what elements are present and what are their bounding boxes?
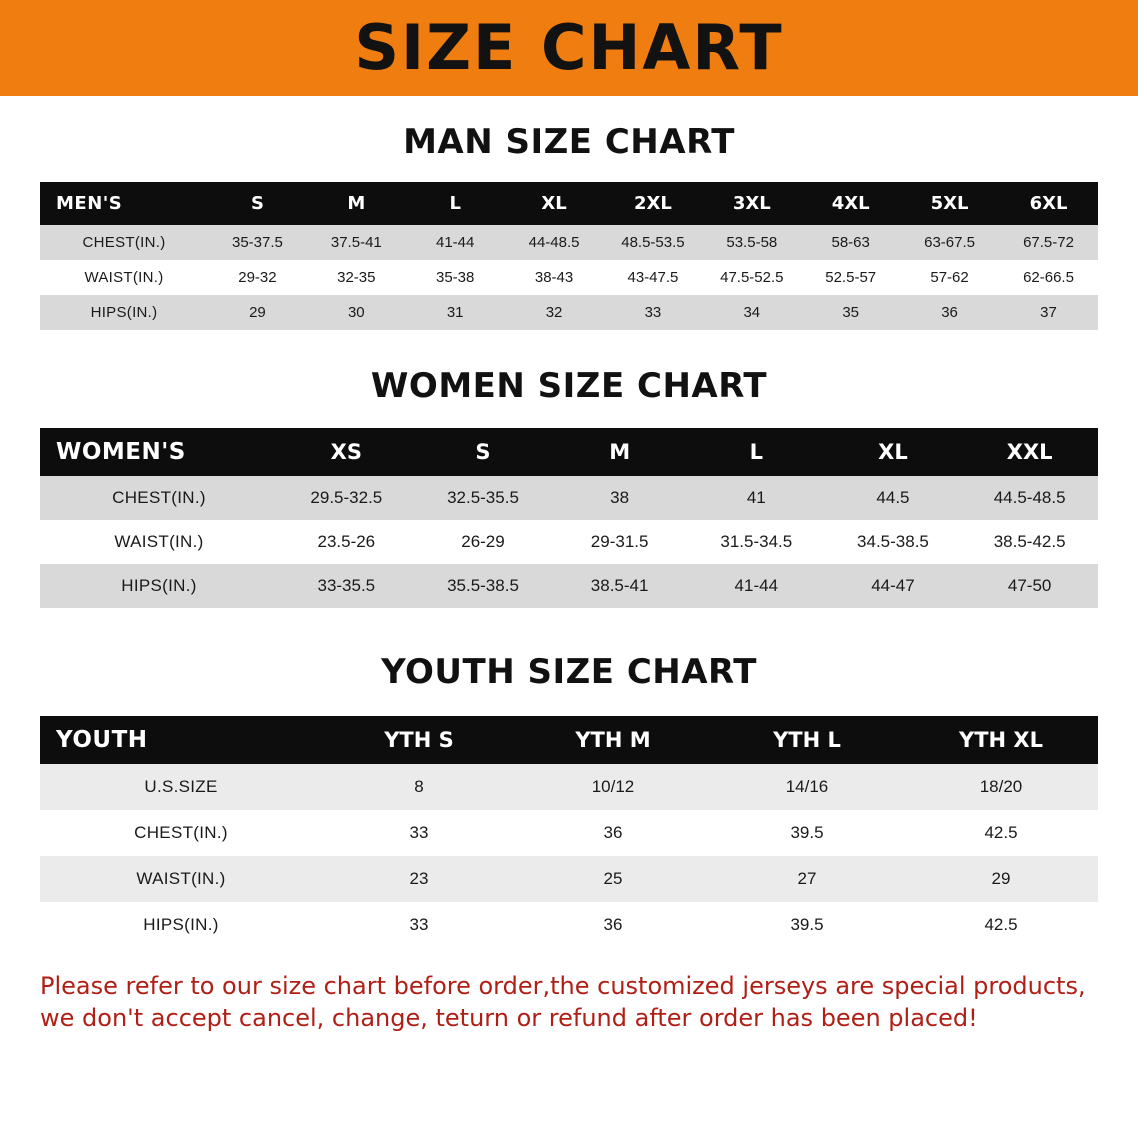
youth-row2-cell4: 29 — [904, 856, 1098, 902]
man-row2-cell5: 33 — [604, 295, 703, 330]
man-table-body — [40, 225, 1098, 330]
table-row — [40, 520, 1098, 564]
man-table-head — [40, 182, 1098, 225]
women-row0-cell6: 44.5-48.5 — [961, 476, 1098, 520]
table-row — [40, 810, 1098, 856]
women-row2-cell2: 35.5-38.5 — [415, 564, 552, 608]
youth-row0-cell3: 14/16 — [710, 764, 904, 810]
women-row2-cell0: HIPS(IN.) — [40, 564, 278, 608]
man-header-cell-7: 4XL — [801, 182, 900, 225]
man-row1-cell5: 43-47.5 — [604, 260, 703, 295]
youth-row3-cell0: HIPS(IN.) — [40, 902, 322, 948]
youth-row0-cell2: 10/12 — [516, 764, 710, 810]
youth-row1-cell0: CHEST(IN.) — [40, 810, 322, 856]
youth-row2-cell2: 25 — [516, 856, 710, 902]
man-row2-cell6: 34 — [702, 295, 801, 330]
youth-header-cell-4: YTH XL — [904, 716, 1098, 764]
table-header-row — [40, 428, 1098, 476]
man-header-cell-8: 5XL — [900, 182, 999, 225]
women-row0-cell3: 38 — [551, 476, 688, 520]
man-header-cell-9: 6XL — [999, 182, 1098, 225]
youth-header-cell-2: YTH M — [516, 716, 710, 764]
man-row2-cell9: 37 — [999, 295, 1098, 330]
women-row1-cell1: 23.5-26 — [278, 520, 415, 564]
women-header-cell-2: S — [415, 428, 552, 476]
man-row2-cell1: 29 — [208, 295, 307, 330]
women-row0-cell4: 41 — [688, 476, 825, 520]
man-header-cell-5: 2XL — [604, 182, 703, 225]
women-row1-cell5: 34.5-38.5 — [825, 520, 962, 564]
women-row0-cell2: 32.5-35.5 — [415, 476, 552, 520]
women-row1-cell2: 26-29 — [415, 520, 552, 564]
women-row0-cell0: CHEST(IN.) — [40, 476, 278, 520]
women-row2-cell1: 33-35.5 — [278, 564, 415, 608]
youth-row1-cell3: 39.5 — [710, 810, 904, 856]
youth-row0-cell0: U.S.SIZE — [40, 764, 322, 810]
women-row2-cell5: 44-47 — [825, 564, 962, 608]
disclaimer-note — [40, 970, 1098, 1035]
women-row1-cell4: 31.5-34.5 — [688, 520, 825, 564]
page-title: SIZE CHART — [354, 11, 784, 84]
man-section-title: MAN SIZE CHART — [403, 122, 735, 162]
youth-row2-cell3: 27 — [710, 856, 904, 902]
youth-row2-cell1: 23 — [322, 856, 516, 902]
women-row1-cell3: 29-31.5 — [551, 520, 688, 564]
youth-row0-cell1: 8 — [322, 764, 516, 810]
man-row0-cell2: 37.5-41 — [307, 225, 406, 260]
women-row0-cell5: 44.5 — [825, 476, 962, 520]
youth-row3-cell1: 33 — [322, 902, 516, 948]
man-row0-cell3: 41-44 — [406, 225, 505, 260]
women-table-body — [40, 476, 1098, 608]
women-size-table — [40, 428, 1098, 608]
youth-row3-cell4: 42.5 — [904, 902, 1098, 948]
man-table-wrap — [0, 182, 1138, 330]
youth-header-cell-1: YTH S — [322, 716, 516, 764]
table-row — [40, 902, 1098, 948]
table-header-row — [40, 716, 1098, 764]
youth-header-cell-3: YTH L — [710, 716, 904, 764]
table-row — [40, 225, 1098, 260]
man-row0-cell9: 67.5-72 — [999, 225, 1098, 260]
women-row2-cell6: 47-50 — [961, 564, 1098, 608]
youth-row3-cell2: 36 — [516, 902, 710, 948]
women-header-cell-5: XL — [825, 428, 962, 476]
women-header-cell-6: XXL — [961, 428, 1098, 476]
man-row0-cell5: 48.5-53.5 — [604, 225, 703, 260]
women-row1-cell0: WAIST(IN.) — [40, 520, 278, 564]
youth-size-table — [40, 716, 1098, 948]
women-header-cell-4: L — [688, 428, 825, 476]
disclaimer-line-2: we don't accept cancel, change, teturn or refund after order has been placed! — [40, 1004, 978, 1033]
man-header-cell-1: S — [208, 182, 307, 225]
women-header-cell-3: M — [551, 428, 688, 476]
man-header-cell-2: M — [307, 182, 406, 225]
man-row0-cell0: CHEST(IN.) — [40, 225, 208, 260]
women-row1-cell6: 38.5-42.5 — [961, 520, 1098, 564]
man-row2-cell0: HIPS(IN.) — [40, 295, 208, 330]
man-row1-cell6: 47.5-52.5 — [702, 260, 801, 295]
man-header-cell-4: XL — [505, 182, 604, 225]
man-row1-cell0: WAIST(IN.) — [40, 260, 208, 295]
youth-row3-cell3: 39.5 — [710, 902, 904, 948]
women-header-cell-1: XS — [278, 428, 415, 476]
youth-row1-cell1: 33 — [322, 810, 516, 856]
table-header-row — [40, 182, 1098, 225]
man-header-cell-0: MEN'S — [40, 182, 208, 225]
women-table-wrap — [0, 428, 1138, 608]
man-row2-cell7: 35 — [801, 295, 900, 330]
man-header-cell-3: L — [406, 182, 505, 225]
man-size-table — [40, 182, 1098, 330]
man-row0-cell6: 53.5-58 — [702, 225, 801, 260]
man-row0-cell8: 63-67.5 — [900, 225, 999, 260]
youth-row1-cell2: 36 — [516, 810, 710, 856]
women-row2-cell4: 41-44 — [688, 564, 825, 608]
table-row — [40, 764, 1098, 810]
women-table-head — [40, 428, 1098, 476]
man-row2-cell8: 36 — [900, 295, 999, 330]
man-row2-cell4: 32 — [505, 295, 604, 330]
youth-row1-cell4: 42.5 — [904, 810, 1098, 856]
man-row1-cell3: 35-38 — [406, 260, 505, 295]
youth-table-head — [40, 716, 1098, 764]
table-row — [40, 476, 1098, 520]
women-section-title: WOMEN SIZE CHART — [370, 366, 768, 406]
man-header-cell-6: 3XL — [702, 182, 801, 225]
man-row0-cell4: 44-48.5 — [505, 225, 604, 260]
disclaimer-line-1: Please refer to our size chart before order,the customized jerseys are special products, — [40, 972, 1086, 1000]
man-row1-cell1: 29-32 — [208, 260, 307, 295]
man-row2-cell3: 31 — [406, 295, 505, 330]
page-banner — [0, 0, 1138, 96]
man-row0-cell1: 35-37.5 — [208, 225, 307, 260]
women-row2-cell3: 38.5-41 — [551, 564, 688, 608]
table-row — [40, 564, 1098, 608]
man-row1-cell9: 62-66.5 — [999, 260, 1098, 295]
man-row1-cell7: 52.5-57 — [801, 260, 900, 295]
youth-table-wrap — [0, 716, 1138, 948]
youth-table-body — [40, 764, 1098, 948]
youth-header-cell-0: YOUTH — [40, 716, 322, 764]
youth-row0-cell4: 18/20 — [904, 764, 1098, 810]
man-row0-cell7: 58-63 — [801, 225, 900, 260]
man-row1-cell2: 32-35 — [307, 260, 406, 295]
table-row — [40, 856, 1098, 902]
women-row0-cell1: 29.5-32.5 — [278, 476, 415, 520]
table-row — [40, 295, 1098, 330]
youth-section-title: YOUTH SIZE CHART — [381, 652, 757, 692]
table-row — [40, 260, 1098, 295]
man-row2-cell2: 30 — [307, 295, 406, 330]
women-header-cell-0: WOMEN'S — [40, 428, 278, 476]
man-row1-cell4: 38-43 — [505, 260, 604, 295]
youth-row2-cell0: WAIST(IN.) — [40, 856, 322, 902]
man-row1-cell8: 57-62 — [900, 260, 999, 295]
